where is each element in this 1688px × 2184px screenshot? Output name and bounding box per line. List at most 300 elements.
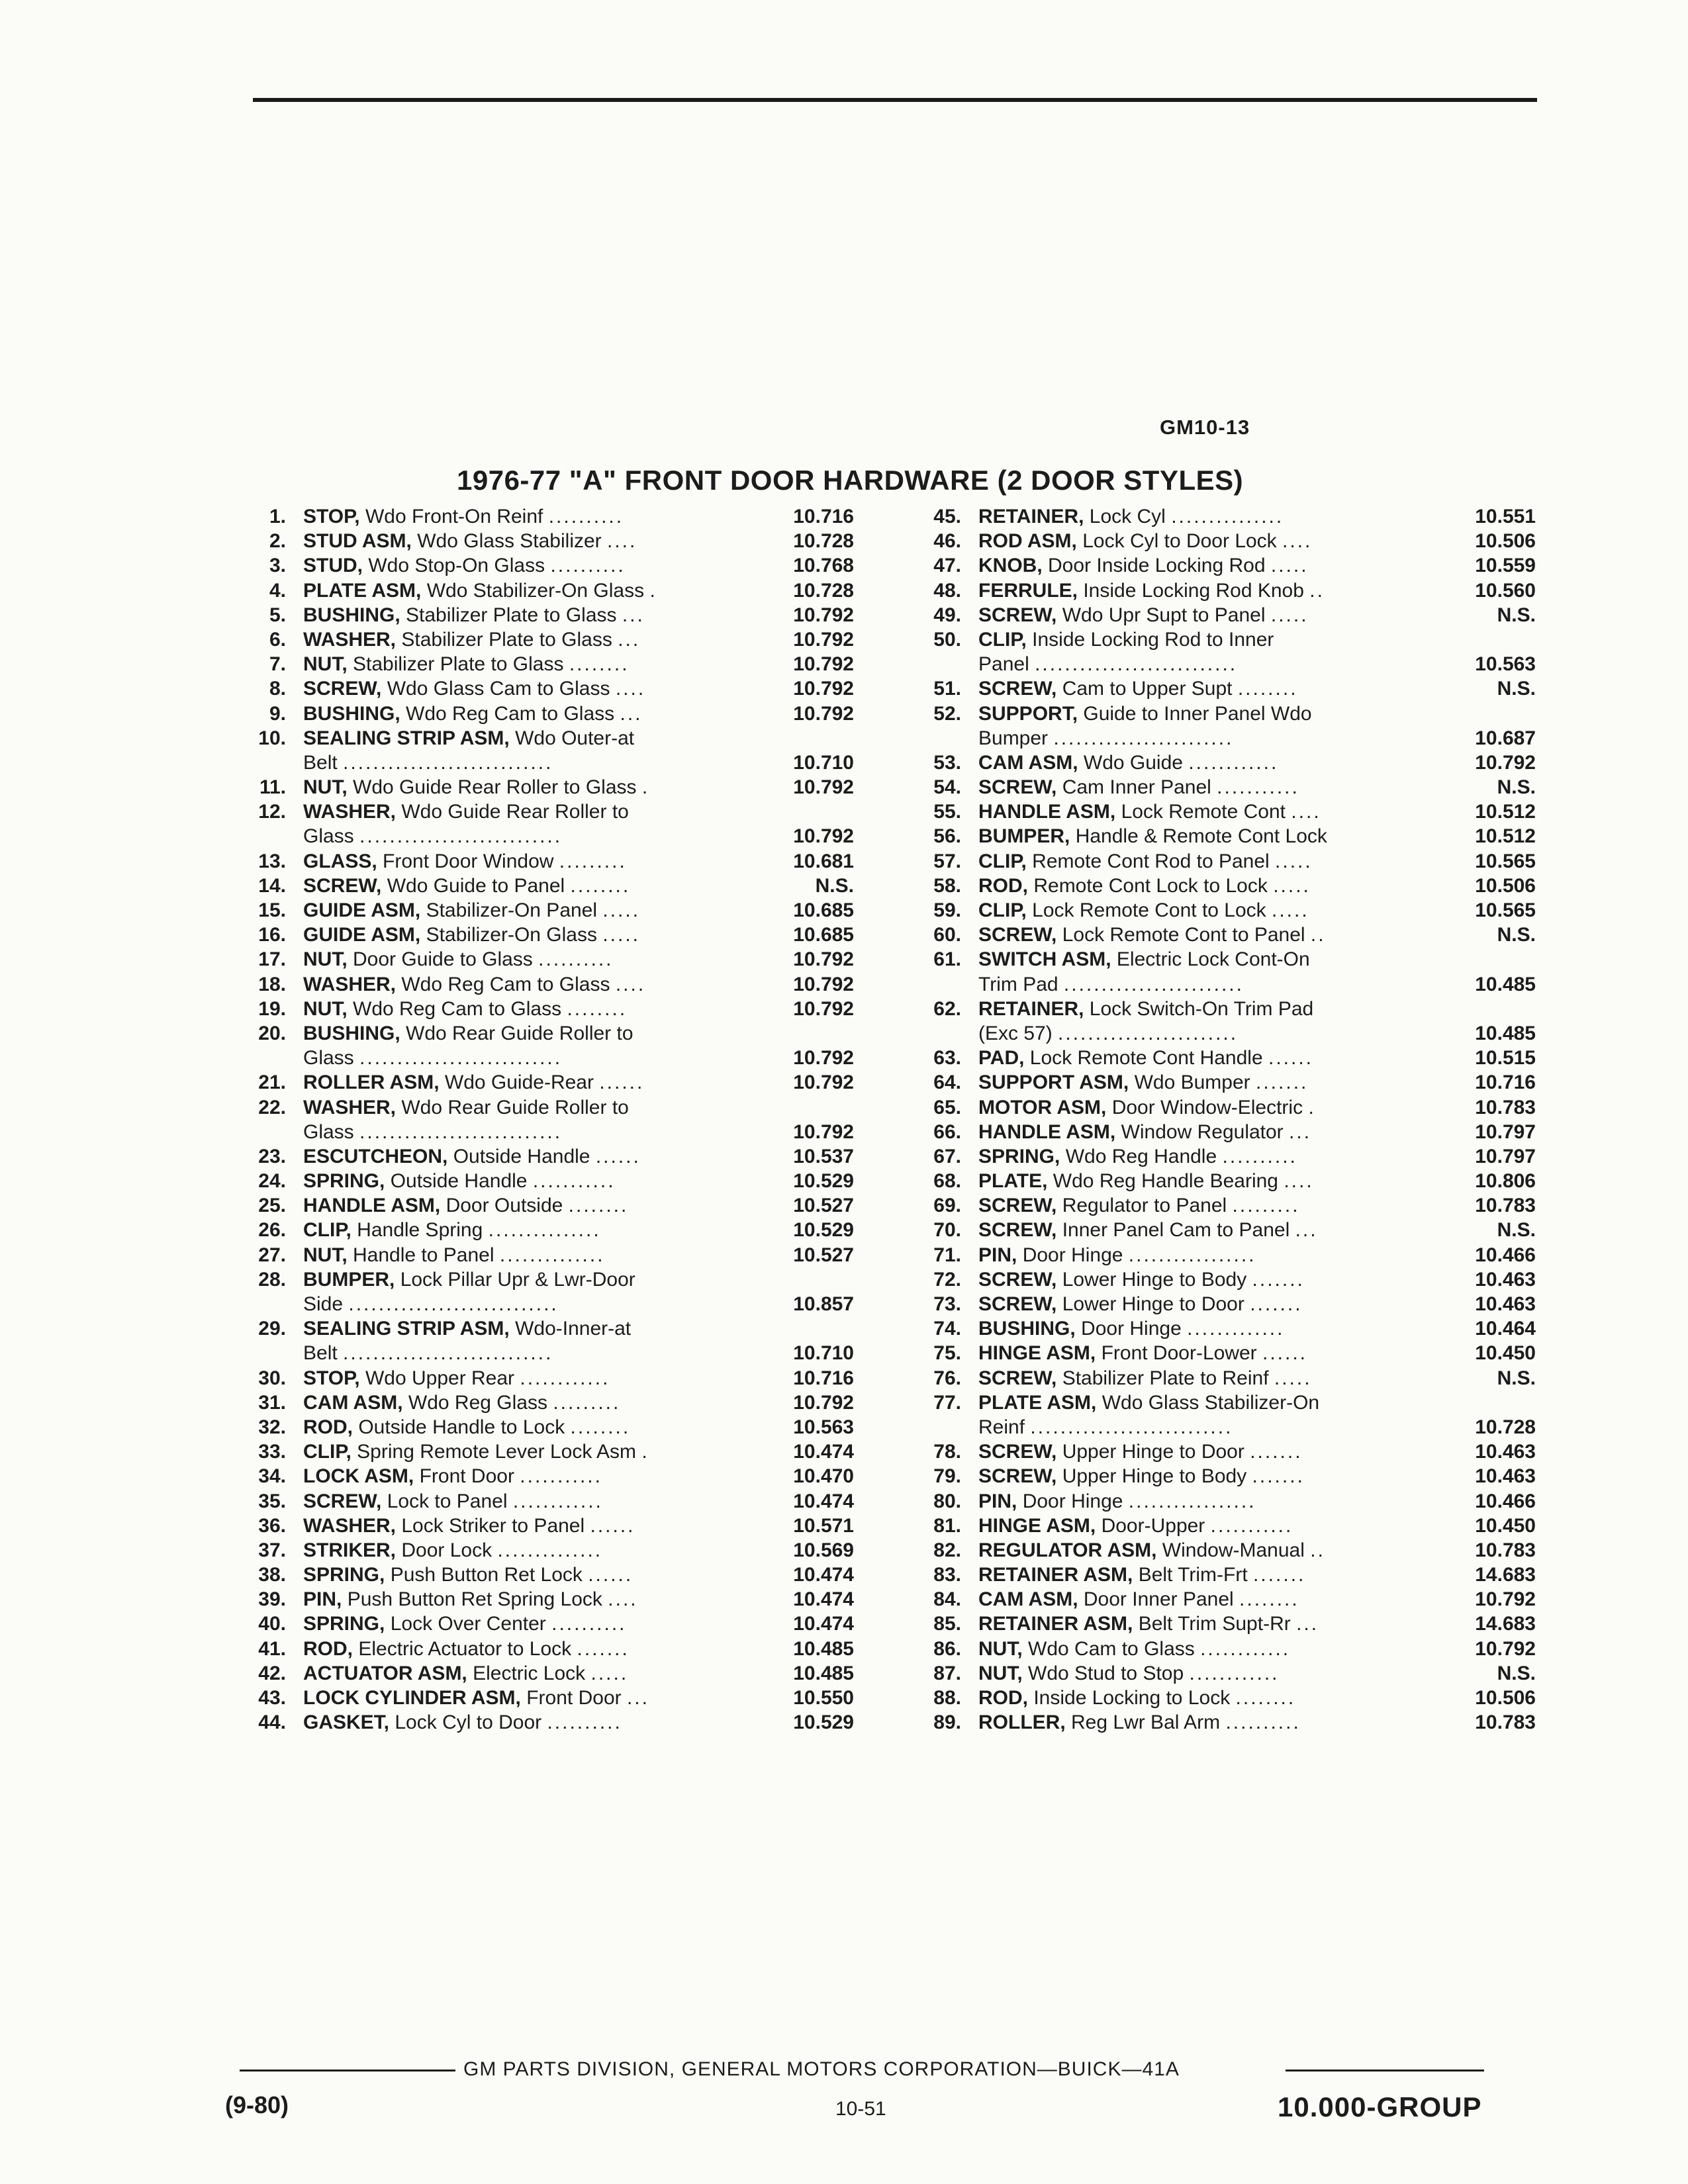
item-description: [978, 504, 1495, 529]
leader-dots: .....: [1270, 555, 1309, 577]
part-detail: Wdo Rear Guide Roller to: [401, 1096, 629, 1118]
parts-row: [914, 898, 1536, 923]
part-detail: Lock Over Center: [390, 1613, 546, 1635]
group-number: 10.797: [1475, 1145, 1536, 1167]
leader-dots: ....: [1291, 801, 1321, 823]
part-name: SCREW,: [978, 1367, 1057, 1389]
part-name: SCREW,: [978, 1195, 1057, 1217]
item-number: 63.: [933, 1047, 961, 1069]
part-name: SWITCH ASM,: [978, 948, 1111, 971]
part-detail: Electric Actuator to Lock: [358, 1637, 572, 1660]
group-number: 10.792: [793, 1391, 854, 1414]
item-number: 40.: [258, 1613, 286, 1635]
parts-row: [914, 529, 1536, 553]
item-number: 6.: [269, 628, 286, 651]
item-description: [303, 1243, 760, 1267]
parts-row: [238, 923, 861, 947]
leader-dots: ......: [599, 1071, 645, 1094]
part-detail: Cam Inner Panel: [1062, 776, 1211, 799]
group-number: 10.512: [1475, 801, 1536, 823]
part-detail: Handle & Remote Cont Lock: [1075, 825, 1327, 848]
parts-row: [914, 1489, 1536, 1514]
part-detail: Front Door Window: [383, 850, 554, 872]
parts-row: [238, 1538, 861, 1563]
parts-row: [914, 603, 1536, 627]
item-description: [303, 627, 760, 652]
part-detail: Front Door: [419, 1465, 514, 1488]
part-detail: Remote Cont Rod to Panel: [1032, 850, 1270, 872]
leader-dots: ........................: [1053, 727, 1234, 749]
part-name: ROD,: [303, 1637, 353, 1660]
part-detail: Spring Remote Lever Lock Asm: [357, 1441, 637, 1463]
parts-row: [238, 1415, 861, 1439]
part-name: SPRING,: [303, 1613, 385, 1635]
leader-dots: ...: [1289, 1120, 1312, 1143]
item-description: [303, 997, 760, 1021]
item-number: 8.: [269, 678, 286, 700]
part-detail: Wdo-Inner-at: [515, 1318, 632, 1340]
item-description: [978, 1366, 1495, 1390]
group-number: 10.792: [793, 604, 854, 626]
leader-dots: ..........: [550, 555, 626, 577]
leader-dots: ..........: [547, 1711, 622, 1734]
item-number: 3.: [269, 555, 286, 577]
item-description: [978, 1563, 1495, 1587]
parts-row: [914, 775, 1536, 799]
parts-row: [914, 1021, 1536, 1046]
part-detail: Door Inside Locking Rod: [1048, 555, 1266, 577]
group-number: 10.474: [793, 1564, 854, 1586]
part-name: LOCK ASM,: [303, 1465, 414, 1488]
item-description: [978, 1046, 1495, 1070]
part-detail: Belt Trim-Frt: [1138, 1564, 1248, 1586]
item-number: 28.: [258, 1268, 286, 1291]
item-number: 43.: [258, 1687, 286, 1709]
part-name: HANDLE ASM,: [303, 1195, 441, 1217]
item-description: [978, 627, 1495, 652]
item-description: [303, 529, 760, 553]
part-detail: Stabilizer Plate to Reinf: [1062, 1367, 1269, 1389]
item-number: 31.: [258, 1391, 286, 1414]
part-detail: Lock Cyl to Door Lock: [1082, 530, 1277, 553]
parts-row: [238, 1514, 861, 1538]
part-detail: Stabilizer-On Glass: [426, 924, 597, 946]
parts-row: [914, 1070, 1536, 1095]
parts-row: [914, 1661, 1536, 1686]
parts-row: [914, 1390, 1536, 1415]
item-description: [303, 1366, 760, 1390]
item-number: 35.: [258, 1490, 286, 1512]
part-name: WASHER,: [303, 973, 397, 995]
item-number: 23.: [258, 1145, 286, 1167]
parts-row: [914, 1144, 1536, 1169]
part-name: SUPPORT ASM,: [978, 1071, 1129, 1094]
item-description: [303, 1316, 760, 1341]
item-description: [978, 553, 1495, 578]
group-number: 10.463: [1475, 1441, 1536, 1463]
part-detail: Wdo Stud to Stop: [1028, 1662, 1184, 1684]
item-number: 66.: [933, 1120, 961, 1143]
item-number: 2.: [269, 530, 286, 553]
item-description: [303, 751, 760, 775]
part-detail: Front Door-Lower: [1101, 1342, 1257, 1365]
group-number: 10.464: [1475, 1318, 1536, 1340]
group-number: 10.783: [1475, 1711, 1536, 1734]
parts-row: [238, 1046, 861, 1070]
part-detail: Door Inner Panel: [1083, 1588, 1234, 1611]
item-description: [978, 1415, 1495, 1439]
leader-dots: ...: [1295, 1219, 1318, 1242]
part-name: NUT,: [303, 1244, 348, 1266]
group-number: 10.792: [793, 653, 854, 676]
item-number: 32.: [258, 1416, 286, 1438]
group-number: 10.792: [793, 1120, 854, 1143]
item-description: [978, 603, 1495, 627]
group-number: 10.450: [1475, 1342, 1536, 1365]
parts-row: [238, 553, 861, 578]
item-description: [978, 1661, 1495, 1686]
part-name: CLIP,: [978, 628, 1027, 651]
part-name: ROD ASM,: [978, 530, 1077, 553]
item-number: 75.: [933, 1342, 961, 1365]
item-number: 64.: [933, 1071, 961, 1094]
part-detail: Door Guide to Glass: [353, 948, 533, 971]
leader-dots: ....: [608, 1588, 638, 1611]
item-number: 15.: [258, 899, 286, 921]
leader-dots: ...........: [532, 1170, 616, 1193]
part-name: SCREW,: [978, 1219, 1057, 1242]
item-description: [978, 1538, 1495, 1563]
parts-row: [914, 1587, 1536, 1612]
item-description: [978, 1169, 1495, 1193]
parts-row: [914, 652, 1536, 676]
leader-dots: .................: [1128, 1244, 1256, 1266]
parts-row: [914, 1193, 1536, 1218]
leader-dots: ..........: [1222, 1145, 1297, 1167]
part-detail: Wdo Glass Stabilizer-On: [1102, 1391, 1320, 1414]
leader-dots: ...........................: [359, 1120, 563, 1143]
group-number: 10.565: [1475, 899, 1536, 921]
parts-row: [238, 1587, 861, 1612]
item-description: [978, 1439, 1495, 1464]
item-description: [978, 702, 1495, 726]
item-number: 73.: [933, 1293, 961, 1315]
leader-dots: ......: [595, 1145, 641, 1167]
part-name: BUMPER,: [978, 825, 1070, 848]
group-number: 10.685: [793, 924, 854, 946]
parts-row: [238, 898, 861, 923]
group-number: 10.470: [793, 1465, 854, 1488]
parts-row: [914, 504, 1536, 529]
item-description: [978, 1637, 1495, 1661]
parts-row: [238, 1292, 861, 1316]
item-number: 87.: [933, 1662, 961, 1684]
item-description: [978, 874, 1495, 898]
item-description: [303, 947, 760, 972]
part-detail: Inner Panel Cam to Panel: [1062, 1219, 1290, 1242]
group-number: 14.683: [1475, 1613, 1536, 1635]
parts-row: [914, 1316, 1536, 1341]
part-name: RETAINER ASM,: [978, 1564, 1133, 1586]
part-detail: Door Lock: [401, 1539, 492, 1561]
parts-row: [914, 1366, 1536, 1390]
item-number: 24.: [258, 1170, 286, 1193]
parts-row: [238, 1464, 861, 1488]
parts-row: [238, 947, 861, 972]
item-number: 77.: [933, 1391, 961, 1414]
parts-row: [238, 1661, 861, 1686]
part-name: SCREW,: [978, 1441, 1057, 1463]
part-detail: Stabilizer Plate to Glass: [406, 604, 617, 626]
item-number: 70.: [933, 1219, 961, 1242]
group-number: 10.506: [1475, 1687, 1536, 1709]
leader-dots: ............: [1188, 751, 1279, 774]
leader-dots: .............: [1187, 1318, 1285, 1340]
leader-dots: ..........: [538, 948, 614, 971]
parts-row: [238, 799, 861, 824]
part-detail: Lower Hinge to Body: [1062, 1268, 1247, 1291]
part-name: CLIP,: [978, 850, 1027, 872]
item-number: 86.: [933, 1637, 961, 1660]
item-description: [303, 1661, 760, 1686]
parts-row: [238, 652, 861, 676]
leader-dots: ...........................: [1030, 1416, 1233, 1438]
parts-row: [914, 1243, 1536, 1267]
part-name: GLASS,: [303, 850, 377, 872]
part-detail: Handle to Panel: [353, 1244, 494, 1266]
part-detail: Upper Hinge to Body: [1062, 1465, 1247, 1488]
item-number: 33.: [258, 1441, 286, 1463]
group-number: 10.474: [793, 1441, 854, 1463]
item-description: [303, 849, 760, 874]
item-description: [978, 751, 1495, 775]
group-number: 10.783: [1475, 1539, 1536, 1561]
leader-dots: ....: [615, 973, 646, 995]
part-detail: Reinf: [978, 1416, 1025, 1438]
part-name: SCREW,: [303, 874, 382, 897]
leader-dots: ........: [569, 653, 630, 676]
part-name: SCREW,: [978, 678, 1057, 700]
item-description: [303, 923, 760, 947]
leader-dots: ....: [1284, 1170, 1314, 1193]
item-description: [303, 1637, 760, 1661]
item-number: 52.: [933, 702, 961, 725]
group-number: N.S.: [1497, 1367, 1536, 1389]
item-number: 85.: [933, 1613, 961, 1635]
part-name: STRIKER,: [303, 1539, 397, 1561]
item-description: [303, 1489, 760, 1514]
group-number: 10.792: [1475, 751, 1536, 774]
group-number: 10.474: [793, 1490, 854, 1512]
item-number: 56.: [933, 825, 961, 848]
group-number: 10.792: [793, 997, 854, 1020]
item-number: 46.: [933, 530, 961, 553]
part-name: PAD,: [978, 1047, 1025, 1069]
part-name: HINGE ASM,: [978, 1342, 1096, 1365]
group-number: 10.537: [793, 1145, 854, 1167]
item-number: 79.: [933, 1465, 961, 1488]
group-number: 10.728: [793, 530, 854, 553]
leader-dots: ..........: [551, 1613, 627, 1635]
part-name: BUSHING,: [303, 702, 400, 725]
item-number: 88.: [933, 1687, 961, 1709]
group-number: 10.559: [1475, 555, 1536, 577]
item-number: 61.: [933, 948, 961, 971]
item-description: [303, 1046, 760, 1070]
parts-row: [914, 1563, 1536, 1587]
parts-row: [914, 676, 1536, 701]
part-name: STUD ASM,: [303, 530, 412, 553]
leader-dots: ....: [1282, 530, 1313, 553]
parts-row: [238, 627, 861, 652]
item-description: [978, 578, 1495, 603]
item-number: 44.: [258, 1711, 286, 1734]
item-number: 27.: [258, 1244, 286, 1266]
item-description: [303, 1612, 760, 1636]
leader-dots: ...............: [488, 1219, 601, 1242]
group-number: 10.792: [793, 1047, 854, 1069]
part-name: RETAINER,: [978, 506, 1084, 527]
footer-date: (9-80): [225, 2091, 289, 2118]
leader-dots: ..........: [548, 506, 624, 527]
leader-dots: ............: [520, 1367, 610, 1389]
part-name: SCREW,: [978, 1268, 1057, 1291]
group-number: 10.792: [793, 628, 854, 651]
part-name: HANDLE ASM,: [978, 801, 1116, 823]
group-number: 14.683: [1475, 1564, 1536, 1586]
item-number: 89.: [933, 1711, 961, 1734]
item-number: 19.: [258, 997, 286, 1020]
group-number: 10.806: [1475, 1170, 1536, 1193]
parts-row: [238, 1243, 861, 1267]
leader-dots: .........: [1232, 1195, 1300, 1217]
footer-rule-left: [240, 2070, 455, 2071]
part-name: BUSHING,: [303, 604, 400, 626]
parts-row: [914, 726, 1536, 751]
group-number: 10.792: [793, 1071, 854, 1094]
leader-dots: ........: [1235, 1687, 1296, 1709]
part-detail: Bumper: [978, 727, 1049, 749]
parts-row: [238, 1637, 861, 1661]
item-number: 29.: [258, 1318, 286, 1340]
top-rule: [253, 98, 1537, 102]
item-description: [303, 972, 760, 997]
part-name: CAM ASM,: [303, 1391, 403, 1414]
part-detail: Front Door: [526, 1687, 622, 1709]
leader-dots: .....: [1273, 874, 1311, 897]
leader-dots: ............: [512, 1490, 603, 1512]
group-number: 10.463: [1475, 1465, 1536, 1488]
leader-dots: ........: [567, 997, 628, 1020]
item-number: 26.: [258, 1219, 286, 1242]
part-name: SCREW,: [303, 678, 382, 700]
group-number: 10.529: [793, 1170, 854, 1193]
part-detail: Trim Pad: [978, 973, 1058, 995]
group-number: 10.797: [1475, 1120, 1536, 1143]
group-number: 10.506: [1475, 874, 1536, 897]
group-number: 10.792: [793, 702, 854, 725]
part-name: RETAINER,: [978, 997, 1084, 1020]
leader-dots: ...............: [1171, 506, 1284, 527]
leader-dots: .......: [1250, 1293, 1303, 1315]
part-name: SEALING STRIP ASM,: [303, 727, 510, 749]
leader-dots: ........: [1237, 678, 1298, 700]
leader-dots: ............................: [348, 1293, 559, 1315]
part-detail: Guide to Inner Panel Wdo: [1083, 702, 1312, 725]
part-detail: Wdo Reg Glass: [408, 1391, 547, 1414]
group-number: N.S.: [1497, 604, 1536, 626]
group-number: 10.792: [793, 776, 854, 799]
part-name: SCREW,: [978, 924, 1057, 946]
part-detail: Wdo Bumper: [1134, 1071, 1250, 1094]
parts-row: [914, 1612, 1536, 1636]
item-description: [978, 726, 1495, 751]
leader-dots: ...........: [1210, 1514, 1293, 1537]
parts-row: [238, 1193, 861, 1218]
item-number: 53.: [933, 751, 961, 774]
leader-dots: ...........................: [1035, 653, 1238, 676]
part-name: NUT,: [303, 948, 348, 971]
part-name: GUIDE ASM,: [303, 899, 421, 921]
item-number: 12.: [258, 801, 286, 823]
item-description: [978, 1686, 1495, 1710]
parts-row: [914, 1095, 1536, 1120]
part-detail: Wdo Upper Rear: [365, 1367, 515, 1389]
item-description: [978, 1514, 1495, 1538]
part-detail: Wdo Front-On Reinf: [365, 506, 543, 527]
part-detail: Wdo Guide Rear Roller to Glass: [353, 776, 637, 799]
item-number: 11.: [259, 776, 286, 799]
item-number: 71.: [933, 1244, 961, 1266]
item-description: [303, 824, 760, 848]
leader-dots: ........: [570, 1416, 631, 1438]
leader-dots: .................: [1128, 1490, 1256, 1512]
part-detail: Wdo Guide-Rear: [444, 1071, 594, 1094]
item-number: 80.: [933, 1490, 961, 1512]
part-detail: Stabilizer-On Panel: [426, 899, 598, 921]
item-number: 54.: [933, 776, 961, 799]
part-detail: Remote Cont Lock to Lock: [1033, 874, 1268, 897]
item-description: [978, 652, 1495, 676]
item-description: [303, 603, 760, 627]
part-name: ROLLER ASM,: [303, 1071, 440, 1094]
part-name: HINGE ASM,: [978, 1514, 1096, 1537]
part-detail: Wdo Guide: [1083, 751, 1183, 774]
part-detail: Upper Hinge to Door: [1062, 1441, 1244, 1463]
item-description: [303, 1538, 760, 1563]
parts-row: [238, 1563, 861, 1587]
item-description: [978, 1193, 1495, 1218]
item-number: 81.: [933, 1514, 961, 1537]
parts-row: [238, 1120, 861, 1144]
leader-dots: .....: [1274, 1367, 1312, 1389]
parts-row: [238, 1070, 861, 1095]
parts-row: [238, 1021, 861, 1046]
part-detail: Lock Pillar Upr & Lwr-Door: [400, 1268, 635, 1291]
item-description: [978, 1144, 1495, 1169]
item-description: [303, 1292, 760, 1316]
part-name: BUSHING,: [303, 1022, 400, 1044]
item-description: [978, 1021, 1495, 1046]
leader-dots: ......: [590, 1514, 635, 1537]
part-detail: Outside Handle to Lock: [358, 1416, 565, 1438]
part-name: SEALING STRIP ASM,: [303, 1318, 510, 1340]
parts-row: [914, 874, 1536, 898]
item-description: [303, 553, 760, 578]
part-name: WASHER,: [303, 801, 397, 823]
group-number: 10.527: [793, 1195, 854, 1217]
leader-dots: ........................: [1063, 973, 1244, 995]
